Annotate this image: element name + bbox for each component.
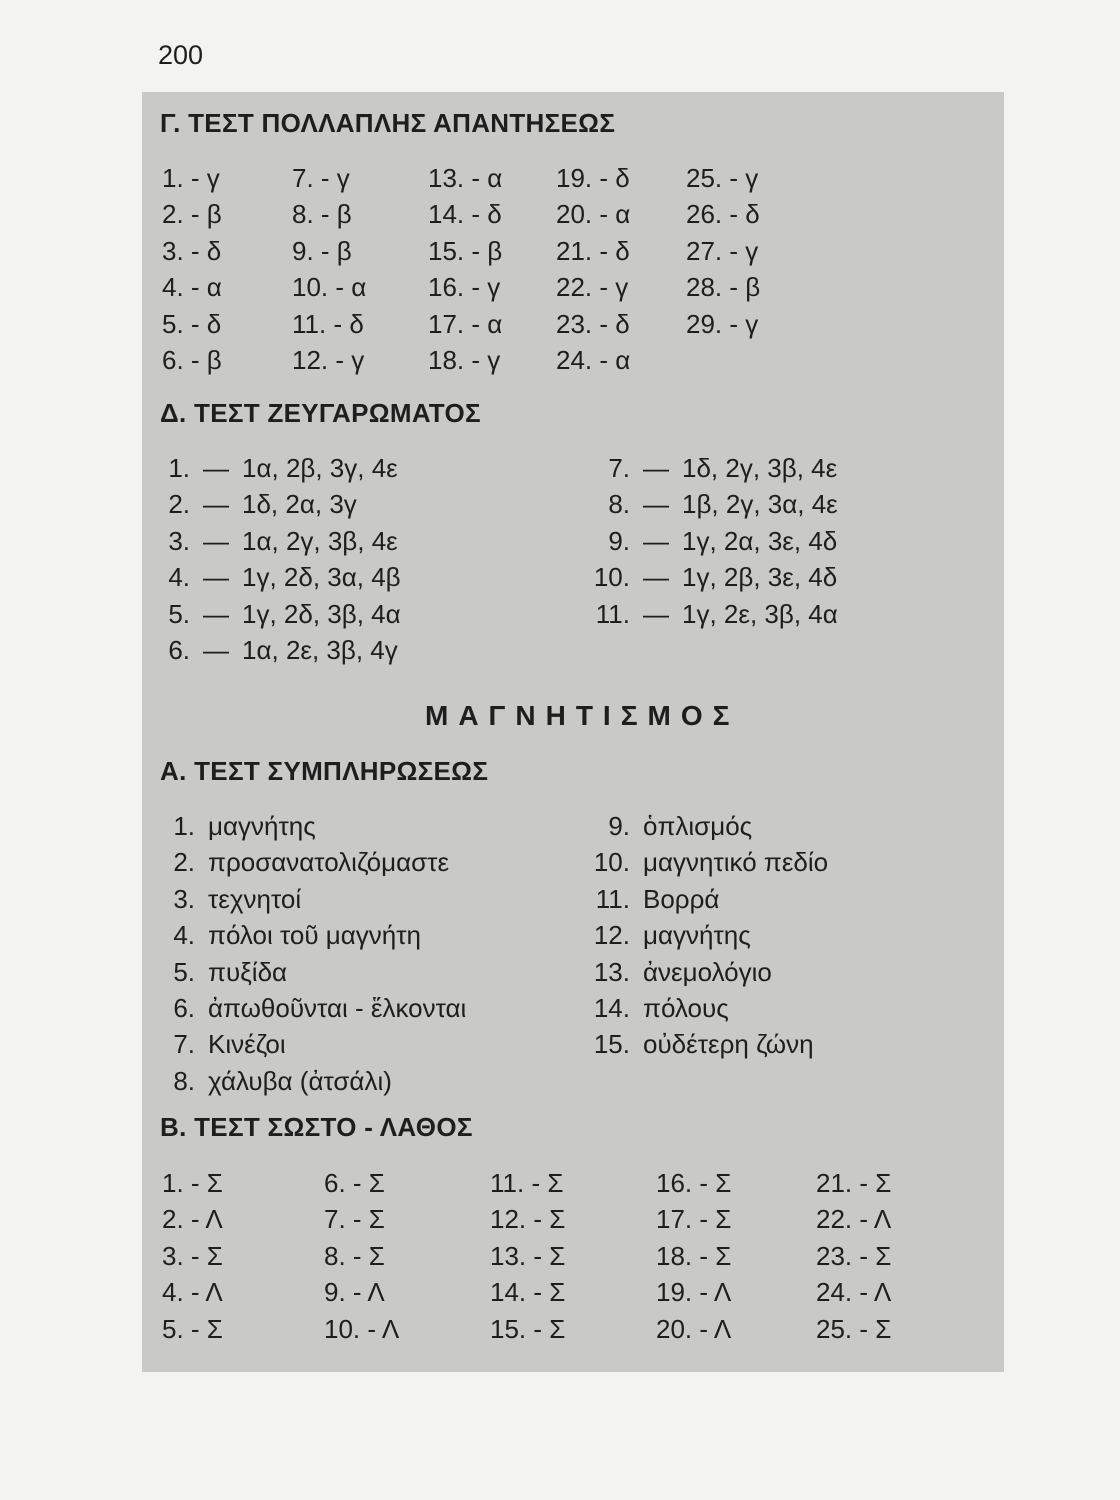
item-dash: — [643, 525, 669, 556]
answer-cell: 9. - Λ [324, 1277, 385, 1308]
list-item [590, 559, 838, 595]
answer-cell: 14. - Σ [490, 1277, 566, 1308]
answer-cell: 19. - Λ [656, 1277, 732, 1308]
answer-cell: 8. - Σ [324, 1240, 385, 1271]
item-answer: 1α, 2γ, 3β, 4ε [242, 525, 398, 556]
answer-cell: 21. - Σ [816, 1168, 892, 1198]
completion-answers-right [590, 808, 828, 1063]
list-item [150, 559, 401, 595]
item-answer: 1δ, 2α, 3γ [242, 489, 357, 520]
item-answer: μαγνήτης [208, 811, 316, 841]
list-item [155, 990, 466, 1026]
item-dash: — [203, 525, 229, 556]
answer-cell: 10. - Λ [324, 1313, 400, 1344]
item-number: 1. [173, 811, 195, 841]
item-number: 14. [593, 993, 630, 1024]
chapter-title: ΜΑΓΝΗΤΙΣΜΟΣ [425, 700, 740, 731]
answer-cell: 1. - Σ [162, 1168, 223, 1198]
answer-cell: 16. - γ [428, 272, 501, 303]
item-dash: — [643, 489, 669, 520]
answer-cell: 24. - α [556, 344, 631, 375]
answer-cell: 7. - γ [292, 163, 350, 193]
item-number: 8. [173, 1065, 195, 1096]
item-number: 2. [173, 847, 195, 878]
answer-cell: 28. - β [686, 272, 761, 303]
item-answer: τεχνητοί [208, 883, 302, 914]
item-number: 13. [593, 956, 630, 987]
answer-cell: 26. - δ [686, 199, 760, 230]
answer-cell: 6. - β [162, 344, 222, 375]
item-dash: — [643, 598, 669, 629]
item-answer: ἀπωθοῦνται - ἕλκονται [208, 993, 467, 1024]
item-number: 10. [593, 847, 630, 878]
list-item [590, 450, 838, 486]
answer-cell: 27. - γ [686, 235, 759, 266]
item-answer: προσανατολιζόμαστε [208, 847, 450, 878]
answer-cell: 8. - β [292, 199, 352, 230]
item-answer: μαγνήτης [643, 920, 751, 951]
item-number: 4. [173, 920, 195, 951]
completion-heading: Α. ΤΕΣΤ ΣΥΜΠΛΗΡΩΣΕΩΣ [160, 756, 489, 786]
item-number: 5. [173, 956, 195, 987]
matching-answers-left [150, 450, 401, 668]
multiple-choice-answers [162, 160, 806, 378]
list-item [150, 450, 401, 486]
answer-cell: 20. - α [556, 199, 631, 230]
answer-cell: 6. - Σ [324, 1168, 385, 1198]
item-number: 15. [593, 1029, 630, 1060]
answer-cell: 4. - α [162, 272, 222, 303]
multiple-choice-heading: Γ. ΤΕΣΤ ΠΟΛΛΑΠΛΗΣ ΑΠΑΝΤΗΣΕΩΣ [160, 108, 616, 138]
item-number: 4. [168, 562, 190, 593]
answer-cell: 13. - Σ [490, 1240, 566, 1271]
item-answer: ὁπλισμός [643, 811, 753, 841]
item-number: 5. [168, 598, 190, 629]
item-number: 8. [608, 489, 630, 520]
list-item [150, 486, 401, 522]
answer-cell: 22. - γ [556, 272, 629, 303]
item-number: 6. [173, 993, 195, 1024]
answer-cell: 3. - δ [162, 235, 222, 266]
answer-cell: 17. - α [428, 308, 503, 339]
list-item [150, 596, 401, 632]
item-answer: χάλυβα (ἀτσάλι) [208, 1065, 392, 1096]
list-item [590, 844, 828, 880]
answer-cell: 19. - δ [556, 163, 630, 193]
list-item [590, 523, 838, 559]
item-number: 11. [595, 883, 630, 914]
answer-cell: 18. - γ [428, 344, 501, 375]
item-answer: οὐδέτερη ζώνη [643, 1029, 814, 1060]
matching-answers-right [590, 450, 838, 632]
answer-cell: 14. - δ [428, 199, 502, 230]
item-number: 6. [168, 635, 190, 666]
answer-cell: 21. - δ [556, 235, 630, 266]
item-answer: πυξίδα [208, 956, 288, 987]
answer-cell: 25. - Σ [816, 1313, 892, 1344]
item-answer: Κινέζοι [208, 1029, 286, 1060]
item-number: 2. [168, 489, 190, 520]
answer-cell: 2. - Λ [162, 1204, 223, 1235]
answer-cell: 4. - Λ [162, 1277, 223, 1308]
answer-cell: 13. - α [428, 163, 503, 193]
answer-cell: 5. - δ [162, 308, 222, 339]
item-answer: Βορρά [643, 883, 720, 914]
item-number: 3. [173, 883, 195, 914]
item-number: 12. [593, 920, 630, 951]
item-dash: — [643, 453, 669, 483]
answer-cell: 15. - β [428, 235, 503, 266]
answer-cell: 12. - γ [292, 344, 365, 375]
item-answer: μαγνητικό πεδίο [643, 847, 829, 878]
item-answer: πόλοι τοῦ μαγνήτη [208, 920, 421, 951]
answer-cell: 15. - Σ [490, 1313, 566, 1344]
list-item [155, 881, 466, 917]
true-false-heading: Β. ΤΕΣΤ ΣΩΣΤΟ - ΛΑΘΟΣ [160, 1112, 473, 1142]
answer-cell: 9. - β [292, 235, 352, 266]
item-number: 3. [168, 525, 190, 556]
list-item [590, 881, 828, 917]
list-item [150, 523, 401, 559]
item-number: 10. [593, 562, 630, 593]
item-answer: πόλους [643, 993, 729, 1024]
item-number: 7. [608, 453, 630, 483]
item-answer: 1γ, 2δ, 3α, 4β [242, 562, 401, 593]
matching-heading: Δ. ΤΕΣΤ ΖΕΥΓΑΡΩΜΑΤΟΣ [160, 398, 481, 428]
list-item [590, 917, 828, 953]
answer-cell: 11. - Σ [490, 1168, 564, 1198]
item-answer: ἀνεμολόγιο [643, 956, 772, 987]
list-item [590, 808, 828, 844]
list-item [155, 917, 466, 953]
item-dash: — [203, 598, 229, 629]
answer-cell: 23. - Σ [816, 1240, 892, 1271]
item-answer: 1β, 2γ, 3α, 4ε [682, 489, 838, 520]
answer-cell: 11. - δ [292, 308, 364, 339]
answer-cell: 24. - Λ [816, 1277, 892, 1308]
answer-cell: 2. - β [162, 199, 222, 230]
list-item [155, 1063, 466, 1099]
true-false-answers [162, 1165, 936, 1347]
answer-cell: 10. - α [292, 272, 367, 303]
page-number: 200 [158, 40, 204, 70]
list-item [590, 596, 838, 632]
item-dash: — [203, 635, 229, 666]
item-number: 1. [168, 453, 190, 483]
item-answer: 1γ, 2δ, 3β, 4α [242, 598, 401, 629]
item-number: 9. [608, 811, 630, 841]
answer-cell: 3. - Σ [162, 1240, 223, 1271]
list-item [155, 954, 466, 990]
answer-cell: 29. - γ [686, 308, 759, 339]
item-answer: 1δ, 2γ, 3β, 4ε [682, 453, 838, 483]
item-answer: 1γ, 2ε, 3β, 4α [682, 598, 838, 629]
list-item [155, 808, 466, 844]
answer-cell: 16. - Σ [656, 1168, 732, 1198]
answer-cell: 25. - γ [686, 163, 759, 193]
list-item [590, 1026, 828, 1062]
list-item [590, 954, 828, 990]
item-dash: — [203, 453, 229, 483]
answer-cell: 20. - Λ [656, 1313, 732, 1344]
answer-cell [686, 342, 806, 378]
list-item [590, 486, 838, 522]
list-item [590, 990, 828, 1026]
item-answer: 1α, 2ε, 3β, 4γ [242, 635, 398, 666]
item-dash: — [203, 489, 229, 520]
list-item [155, 1026, 466, 1062]
item-answer: 1α, 2β, 3γ, 4ε [242, 453, 398, 483]
item-number: 11. [595, 598, 630, 629]
list-item [155, 844, 466, 880]
answer-cell: 17. - Σ [656, 1204, 732, 1235]
item-answer: 1γ, 2α, 3ε, 4δ [682, 525, 838, 556]
item-dash: — [643, 562, 669, 593]
item-answer: 1γ, 2β, 3ε, 4δ [682, 562, 838, 593]
answer-cell: 1. - γ [162, 163, 220, 193]
answer-cell: 22. - Λ [816, 1204, 892, 1235]
list-item [150, 632, 401, 668]
answer-cell: 5. - Σ [162, 1313, 223, 1344]
item-number: 7. [173, 1029, 195, 1060]
answer-cell: 18. - Σ [656, 1240, 732, 1271]
answer-cell: 23. - δ [556, 308, 630, 339]
item-dash: — [203, 562, 229, 593]
item-number: 9. [608, 525, 630, 556]
completion-answers-left [155, 808, 466, 1099]
answer-cell: 7. - Σ [324, 1204, 385, 1235]
answer-cell: 12. - Σ [490, 1204, 566, 1235]
